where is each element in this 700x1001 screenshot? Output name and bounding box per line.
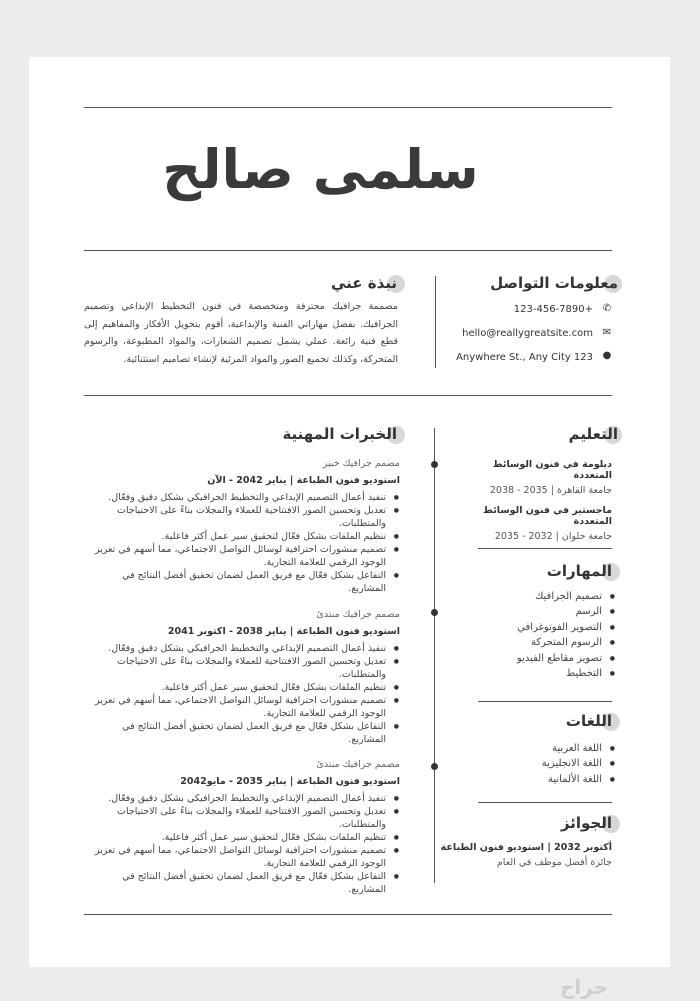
job-bullet: ● تنفيذ أعمال التصميم الإبداعي والتخطيط الجرافيكي بشكل دقيق وفعّال. xyxy=(82,491,386,504)
award-line: أكتوبر 2032 | استوديو فنون الطباعة xyxy=(440,842,612,853)
degree-detail: جامعة حلوان | 2032 - 2035 xyxy=(494,531,612,542)
skill-item: ● الرسوم المتحركة xyxy=(462,635,602,650)
column-divider xyxy=(478,802,612,803)
job-bullet: ● تعديل وتحسين الصور الافتتاحية للعملاء والمجلات بناءً على الاحتياجات والمتطلبات. xyxy=(82,655,386,681)
award-item xyxy=(432,842,612,868)
about-divider xyxy=(435,276,436,368)
job-bullet: ● تعديل وتحسين الصور الافتتاحية للعملاء والمجلات بناءً على الاحتياجات والمتطلبات. xyxy=(82,504,386,530)
education-title: التعليم xyxy=(569,425,618,443)
contact-email: hello@reallygreatsite.com xyxy=(462,328,593,339)
languages-list xyxy=(462,741,616,787)
languages-title: اللغات xyxy=(566,712,612,730)
timeline-dot xyxy=(431,763,438,770)
timeline-dot xyxy=(431,461,438,468)
awards-title: الجوائز xyxy=(561,814,612,832)
skill-item: ● تصوير مقاطع الفيديو xyxy=(462,651,602,666)
skill-item: ● التخطيط xyxy=(462,666,602,681)
contact-title: معلومات التواصل xyxy=(490,274,618,292)
job-bullet: ● تنفيذ أعمال التصميم الإبداعي والتخطيط الجرافيكي بشكل دقيق وفعّال. xyxy=(82,642,386,655)
job-bullet: ● التفاعل بشكل فعّال مع فريق العمل لضمان تحقيق أفضل النتائج في المشاريع. xyxy=(82,720,386,746)
job-company: استوديو فنون الطباعة | يناير 2038 - اكتوبر 2041 xyxy=(167,626,400,637)
job-role: مصمم جرافيك خبير xyxy=(322,458,400,469)
language-item: ● اللغة الانجليزية xyxy=(462,756,602,771)
job-bullet: ● تنظيم الملفات بشكل فعّال لتحقيق سير عمل أكثر فاعلية. xyxy=(82,530,386,543)
contact-phone: 123-456-7890+ xyxy=(513,304,593,315)
about-title: نبذة عني xyxy=(331,274,397,292)
job-bullets xyxy=(82,642,400,746)
experience-title: الخبرات المهنية xyxy=(282,425,397,443)
column-divider xyxy=(478,548,612,549)
job-company: استوديو فنون الطباعة | يناير 2035 - مايو2042 xyxy=(180,776,400,787)
skills-list xyxy=(462,589,616,681)
skills-title: المهارات xyxy=(547,562,612,580)
job-bullet: ● التفاعل بشكل فعّال مع فريق العمل لضمان تحقيق أفضل النتائج في المشاريع. xyxy=(82,870,386,896)
phone-icon: ✆ xyxy=(602,303,612,314)
section-divider xyxy=(84,395,612,396)
education-item xyxy=(452,505,612,542)
skill-item: ● تصميم الجرافيك xyxy=(462,589,602,604)
language-item: ● اللغة الألمانية xyxy=(462,772,602,787)
job-bullet: ● تنظيم الملفات بشكل فعّال لتحقيق سير عمل أكثر فاعلية. xyxy=(82,681,386,694)
job-bullet: ● تصميم منشورات احترافية لوسائل التواصل الاجتماعي، مما أسهم في تعزيز الوجود الرقمي للعلامة التجارية. xyxy=(82,844,386,870)
job-bullet: ● تعديل وتحسين الصور الافتتاحية للعملاء والمجلات بناءً على الاحتياجات والمتطلبات. xyxy=(82,805,386,831)
column-divider xyxy=(478,701,612,702)
person-name: سلمى صالح xyxy=(162,138,479,201)
language-item: ● اللغة العربية xyxy=(462,741,602,756)
degree-title: دبلومة في فنون الوسائط المتعددة xyxy=(492,459,612,481)
job-role: مصمم جرافيك مبتدئ xyxy=(316,759,400,770)
degree-detail: جامعة القاهرة | 2035 - 2038 xyxy=(489,485,612,496)
job-bullets xyxy=(82,491,400,595)
job-bullet: ● تنفيذ أعمال التصميم الإبداعي والتخطيط الجرافيكي بشكل دقيق وفعّال. xyxy=(82,792,386,805)
top-divider xyxy=(84,107,612,108)
education-item xyxy=(452,459,612,496)
email-icon: ✉ xyxy=(602,327,612,338)
job-entry xyxy=(82,759,400,896)
job-company: استوديو فنون الطباعة | يناير 2042 - الآن xyxy=(207,475,400,486)
contact-address: Anywhere St., Any City 123 xyxy=(456,352,593,363)
timeline-line xyxy=(434,428,435,883)
watermark-logo: حراج xyxy=(560,975,609,999)
skill-item: ● التصوير الفوتوغرافي xyxy=(462,620,602,635)
name-divider xyxy=(84,250,612,251)
job-bullet: ● تصميم منشورات احترافية لوسائل التواصل الاجتماعي، مما أسهم في تعزيز الوجود الرقمي للعلامة التجارية. xyxy=(82,543,386,569)
job-role: مصمم جرافيك مبتدئ xyxy=(316,609,400,620)
job-entry xyxy=(82,458,400,595)
job-bullet: ● التفاعل بشكل فعّال مع فريق العمل لضمان تحقيق أفضل النتائج في المشاريع. xyxy=(82,569,386,595)
job-bullet: ● تنظيم الملفات بشكل فعّال لتحقيق سير عمل أكثر فاعلية. xyxy=(82,831,386,844)
location-pin-icon: ● xyxy=(602,350,612,361)
job-entry xyxy=(82,609,400,746)
award-detail: جائزة أفضل موظف في العام xyxy=(496,857,612,868)
job-bullets xyxy=(82,792,400,896)
timeline-dot xyxy=(431,609,438,616)
degree-title: ماجستير في فنون الوسائط المتعددة xyxy=(483,505,612,527)
bottom-divider xyxy=(84,914,612,915)
about-text: مصممة جرافيك محترفة ومتخصصة في فنون التخطيط الإبداعي وتصميم الجرافيك. بفضل مهاراتي الفنية والإبداعية، أقوم بتحويل الأفكار والمفاهيم إلى قطع فنية رائعة. عملي يشمل تصميم الشعارات، والمواد المطبوعة، والرسوم المتحركة، وكذلك تجميع الصور والمواد المرئية لإنشاء تصاميم استثنائية. xyxy=(84,301,398,365)
skill-item: ● الرسم xyxy=(462,604,602,619)
job-bullet: ● تصميم منشورات احترافية لوسائل التواصل الاجتماعي، مما أسهم في تعزيز الوجود الرقمي للعلامة التجارية. xyxy=(82,694,386,720)
